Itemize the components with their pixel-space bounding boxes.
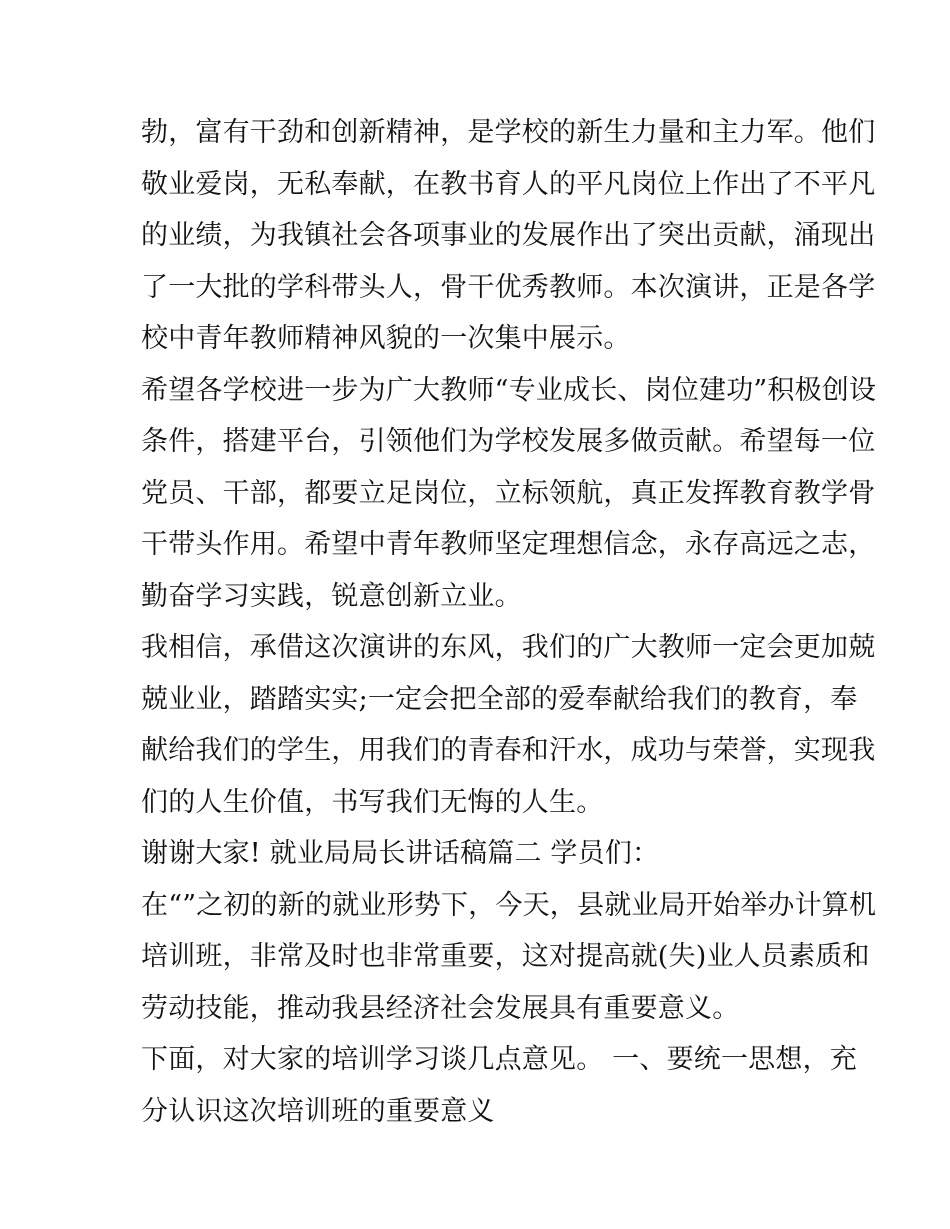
- document-body: [141, 107, 877, 1137]
- text-line: 分认识这次培训班的重要意义: [141, 1095, 495, 1127]
- text-line: 培训班，非常及时也非常重要，这对提高就(失)业人员素质和: [141, 941, 870, 972]
- text-line: 的业绩，为我镇社会各项事业的发展作出了突出贡献，涌现出: [141, 220, 876, 251]
- text-line: 在“”之初的新的就业形势下，今天，县就业局开始举办计算机: [141, 889, 877, 921]
- text-line: 下面，对大家的培训学习谈几点意见。 一、要统一思想，充: [141, 1044, 857, 1075]
- text-line: 条件，搭建平台，引领他们为学校发展多做贡献。希望每一位: [141, 426, 876, 457]
- text-line: 勃，富有干劲和创新精神，是学校的新生力量和主力军。他们: [141, 117, 876, 148]
- text-line: 兢业业，踏踏实实;一定会把全部的爱奉献给我们的教育，奉: [141, 683, 858, 715]
- text-line: 劳动技能，推动我县经济社会发展具有重要意义。: [141, 992, 740, 1024]
- text-line: 了一大批的学科带头人，骨干优秀教师。本次演讲，正是各学: [141, 271, 876, 303]
- text-line: 谢谢大家! 就业局局长讲话稿篇二 学员们：: [141, 838, 660, 869]
- text-line: 我相信，承借这次演讲的东风，我们的广大教师一定会更加兢: [141, 632, 876, 663]
- text-line: 校中青年教师精神风貌的一次集中展示。: [141, 323, 631, 354]
- text-line: 党员、干部，都要立足岗位，立标领航，真正发挥教育教学骨: [141, 477, 876, 509]
- text-line: 希望各学校进一步为广大教师“专业成长、岗位建功”积极创设: [141, 374, 877, 406]
- text-line: 敬业爱岗，无私奉献，在教书育人的平凡岗位上作出了不平凡: [141, 168, 876, 200]
- text-line: 勤奋学习实践，锐意创新立业。: [141, 580, 522, 612]
- text-line: 献给我们的学生，用我们的青春和汗水，成功与荣誉，实现我: [141, 735, 876, 766]
- text-line: 干带头作用。希望中青年教师坚定理想信念，永存高远之志，: [141, 529, 876, 560]
- text-line: 们的人生价值，书写我们无悔的人生。: [141, 786, 604, 818]
